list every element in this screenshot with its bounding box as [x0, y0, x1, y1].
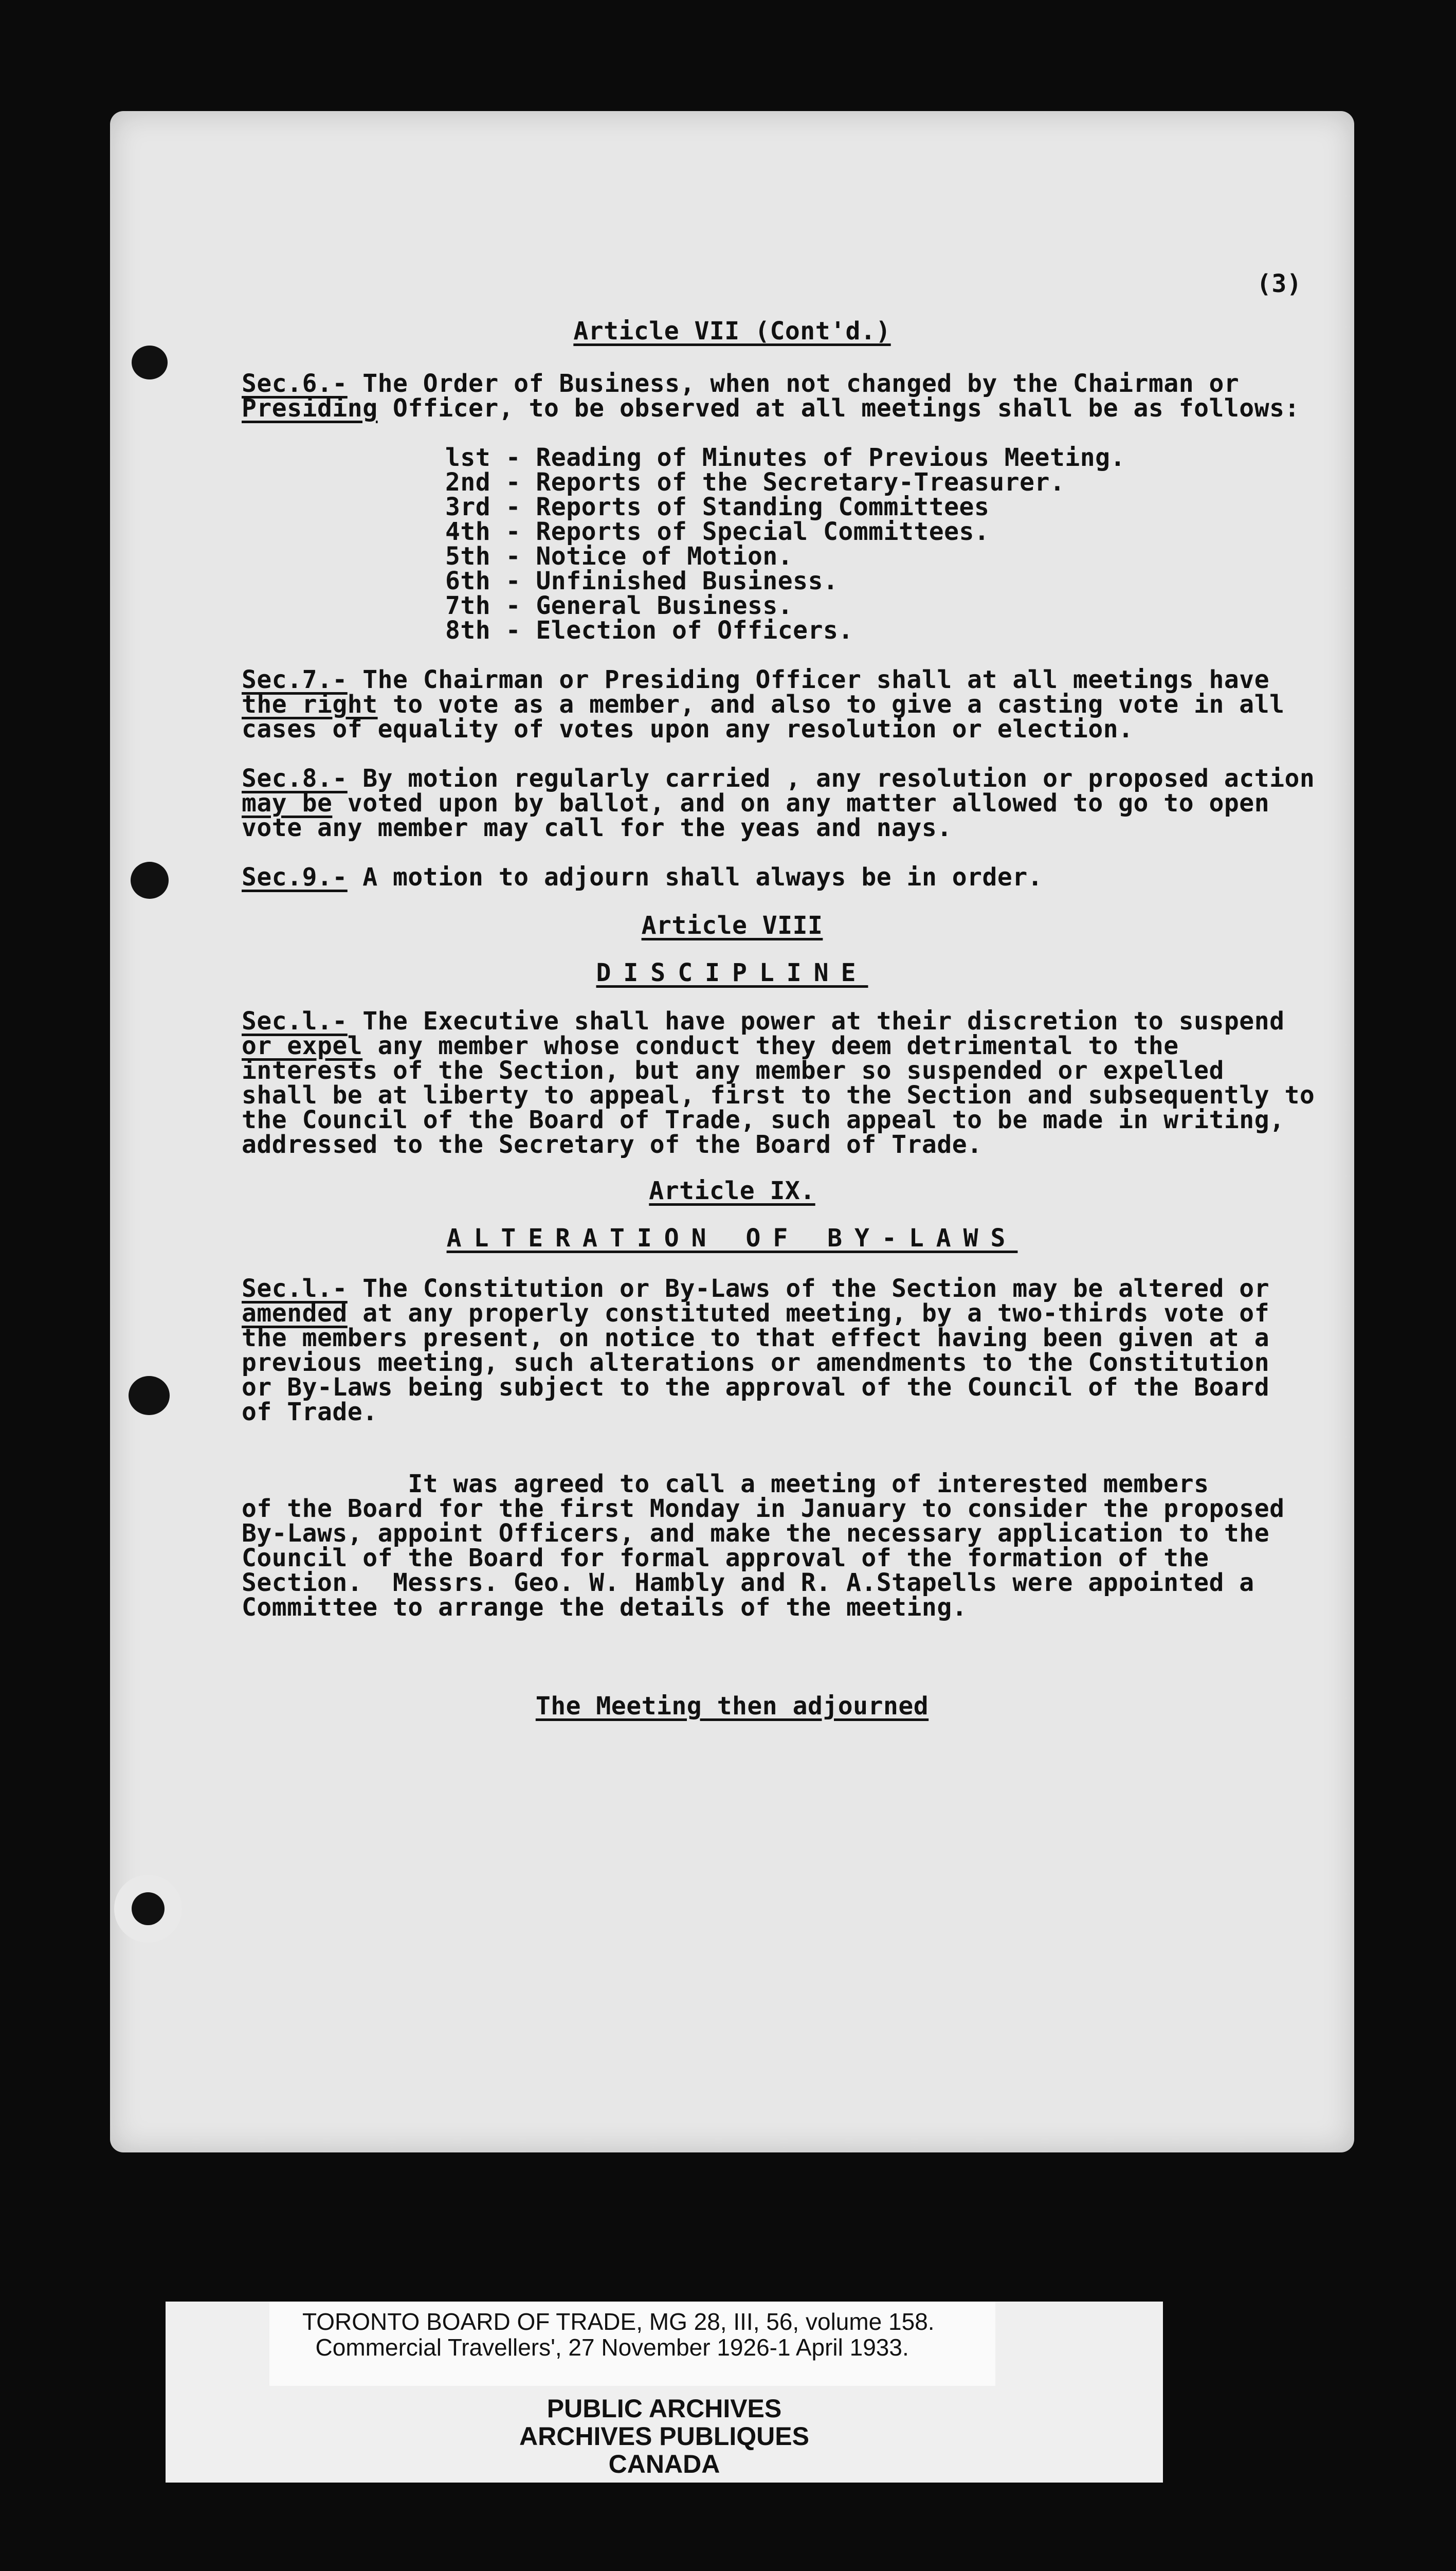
art9-sec1-line1: Sec.l.- The Constitution or By-Laws of the Section may be altered or — [242, 1274, 1270, 1303]
art8-sec1-line4: shall be at liberty to appeal, first to the Section and subsequently to — [242, 1081, 1315, 1110]
archive-citation-line2: Commercial Travellers', 27 November 1926-1 April 1933. — [302, 2334, 909, 2361]
order-item-4: 4th - Reports of Special Committees. — [445, 517, 990, 546]
archive-stamp-line3: CANADA — [608, 2450, 720, 2478]
order-item-3: 3rd - Reports of Standing Committees — [445, 493, 990, 521]
order-item-6: 6th - Unfinished Business. — [445, 567, 839, 595]
sec6-line2: Presiding Officer, to be observed at all meetings shall be as follows: — [242, 394, 1300, 423]
sec8-line3: vote any member may call for the yeas and nays. — [242, 813, 952, 842]
article-8-subheading: DISCIPLINE — [596, 958, 868, 987]
closing-line-6: Committee to arrange the details of the meeting. — [242, 1593, 968, 1622]
sec9-line1: Sec.9.- A motion to adjourn shall always be in order. — [242, 863, 1043, 892]
article-9-subheading: ALTERATION OF BY-LAWS — [446, 1224, 1018, 1253]
art8-sec1-line2: or expel any member whose conduct they deem detrimental to the — [242, 1031, 1179, 1060]
closing-line-2: of the Board for the first Monday in January to consider the proposed — [242, 1494, 1285, 1523]
art9-sec1-line6: of Trade. — [242, 1398, 378, 1426]
sec6-line1: Sec.6.- The Order of Business, when not changed by the Chairman or — [242, 369, 1240, 398]
closing-line-5: Section. Messrs. Geo. W. Hambly and R. A.Stapells were appointed a — [242, 1568, 1254, 1597]
art8-sec1-line6: addressed to the Secretary of the Board of Trade. — [242, 1130, 982, 1159]
punch-hole — [114, 1875, 182, 1943]
order-item-2: 2nd - Reports of the Secretary-Treasurer. — [445, 468, 1065, 497]
art9-sec1-line5: or By-Laws being subject to the approval of the Council of the Board — [242, 1373, 1270, 1402]
sec7-line2: the right to vote as a member, and also to give a casting vote in all — [242, 690, 1285, 719]
art8-sec1-line1: Sec.l.- The Executive shall have power at their discretion to suspend — [242, 1007, 1285, 1036]
art8-sec1-line3: interests of the Section, but any member so suspended or expelled — [242, 1056, 1224, 1085]
sec7-line3: cases of equality of votes upon any resolution or election. — [242, 715, 1134, 744]
archive-citation-line1: TORONTO BOARD OF TRADE, MG 28, III, 56, volume 158. — [302, 2308, 935, 2335]
art9-sec1-line2: amended at any properly constituted meeting, by a two-thirds vote of — [242, 1299, 1270, 1328]
archive-stamp-line2: ARCHIVES PUBLIQUES — [519, 2422, 809, 2451]
order-item-5: 5th - Notice of Motion. — [445, 542, 793, 571]
art9-sec1-line4: previous meeting, such alterations or amendments to the Constitution — [242, 1348, 1270, 1377]
order-item-8: 8th - Election of Officers. — [445, 616, 853, 645]
order-item-7: 7th - General Business. — [445, 591, 793, 620]
article-8-heading: Article VIII — [641, 911, 823, 940]
sec7-line1: Sec.7.- The Chairman or Presiding Officer shall at all meetings have — [242, 665, 1270, 694]
art8-sec1-line5: the Council of the Board of Trade, such appeal to be made in writing, — [242, 1106, 1285, 1134]
page-number: (3) — [1257, 269, 1302, 298]
closing-line-3: By-Laws, appoint Officers, and make the necessary application to the — [242, 1519, 1270, 1548]
punch-hole — [131, 862, 169, 899]
sec8-line1: Sec.8.- By motion regularly carried , any resolution or proposed action — [242, 764, 1315, 793]
punch-hole — [132, 346, 168, 379]
closing-line-1: It was agreed to call a meeting of interested members — [242, 1470, 1209, 1498]
sec8-line2: may be voted upon by ballot, and on any matter allowed to go to open — [242, 789, 1270, 818]
order-item-1: lst - Reading of Minutes of Previous Meeting. — [445, 443, 1125, 472]
meeting-adjourned: The Meeting then adjourned — [535, 1692, 929, 1721]
article-7-heading: Article VII (Cont'd.) — [573, 317, 891, 346]
art9-sec1-line3: the members present, on notice to that effect having been given at a — [242, 1324, 1270, 1352]
closing-line-4: Council of the Board for formal approval of the formation of the — [242, 1544, 1209, 1572]
archive-stamp-line1: PUBLIC ARCHIVES — [547, 2394, 782, 2423]
punch-hole — [129, 1376, 170, 1415]
article-9-heading: Article IX. — [649, 1176, 815, 1205]
